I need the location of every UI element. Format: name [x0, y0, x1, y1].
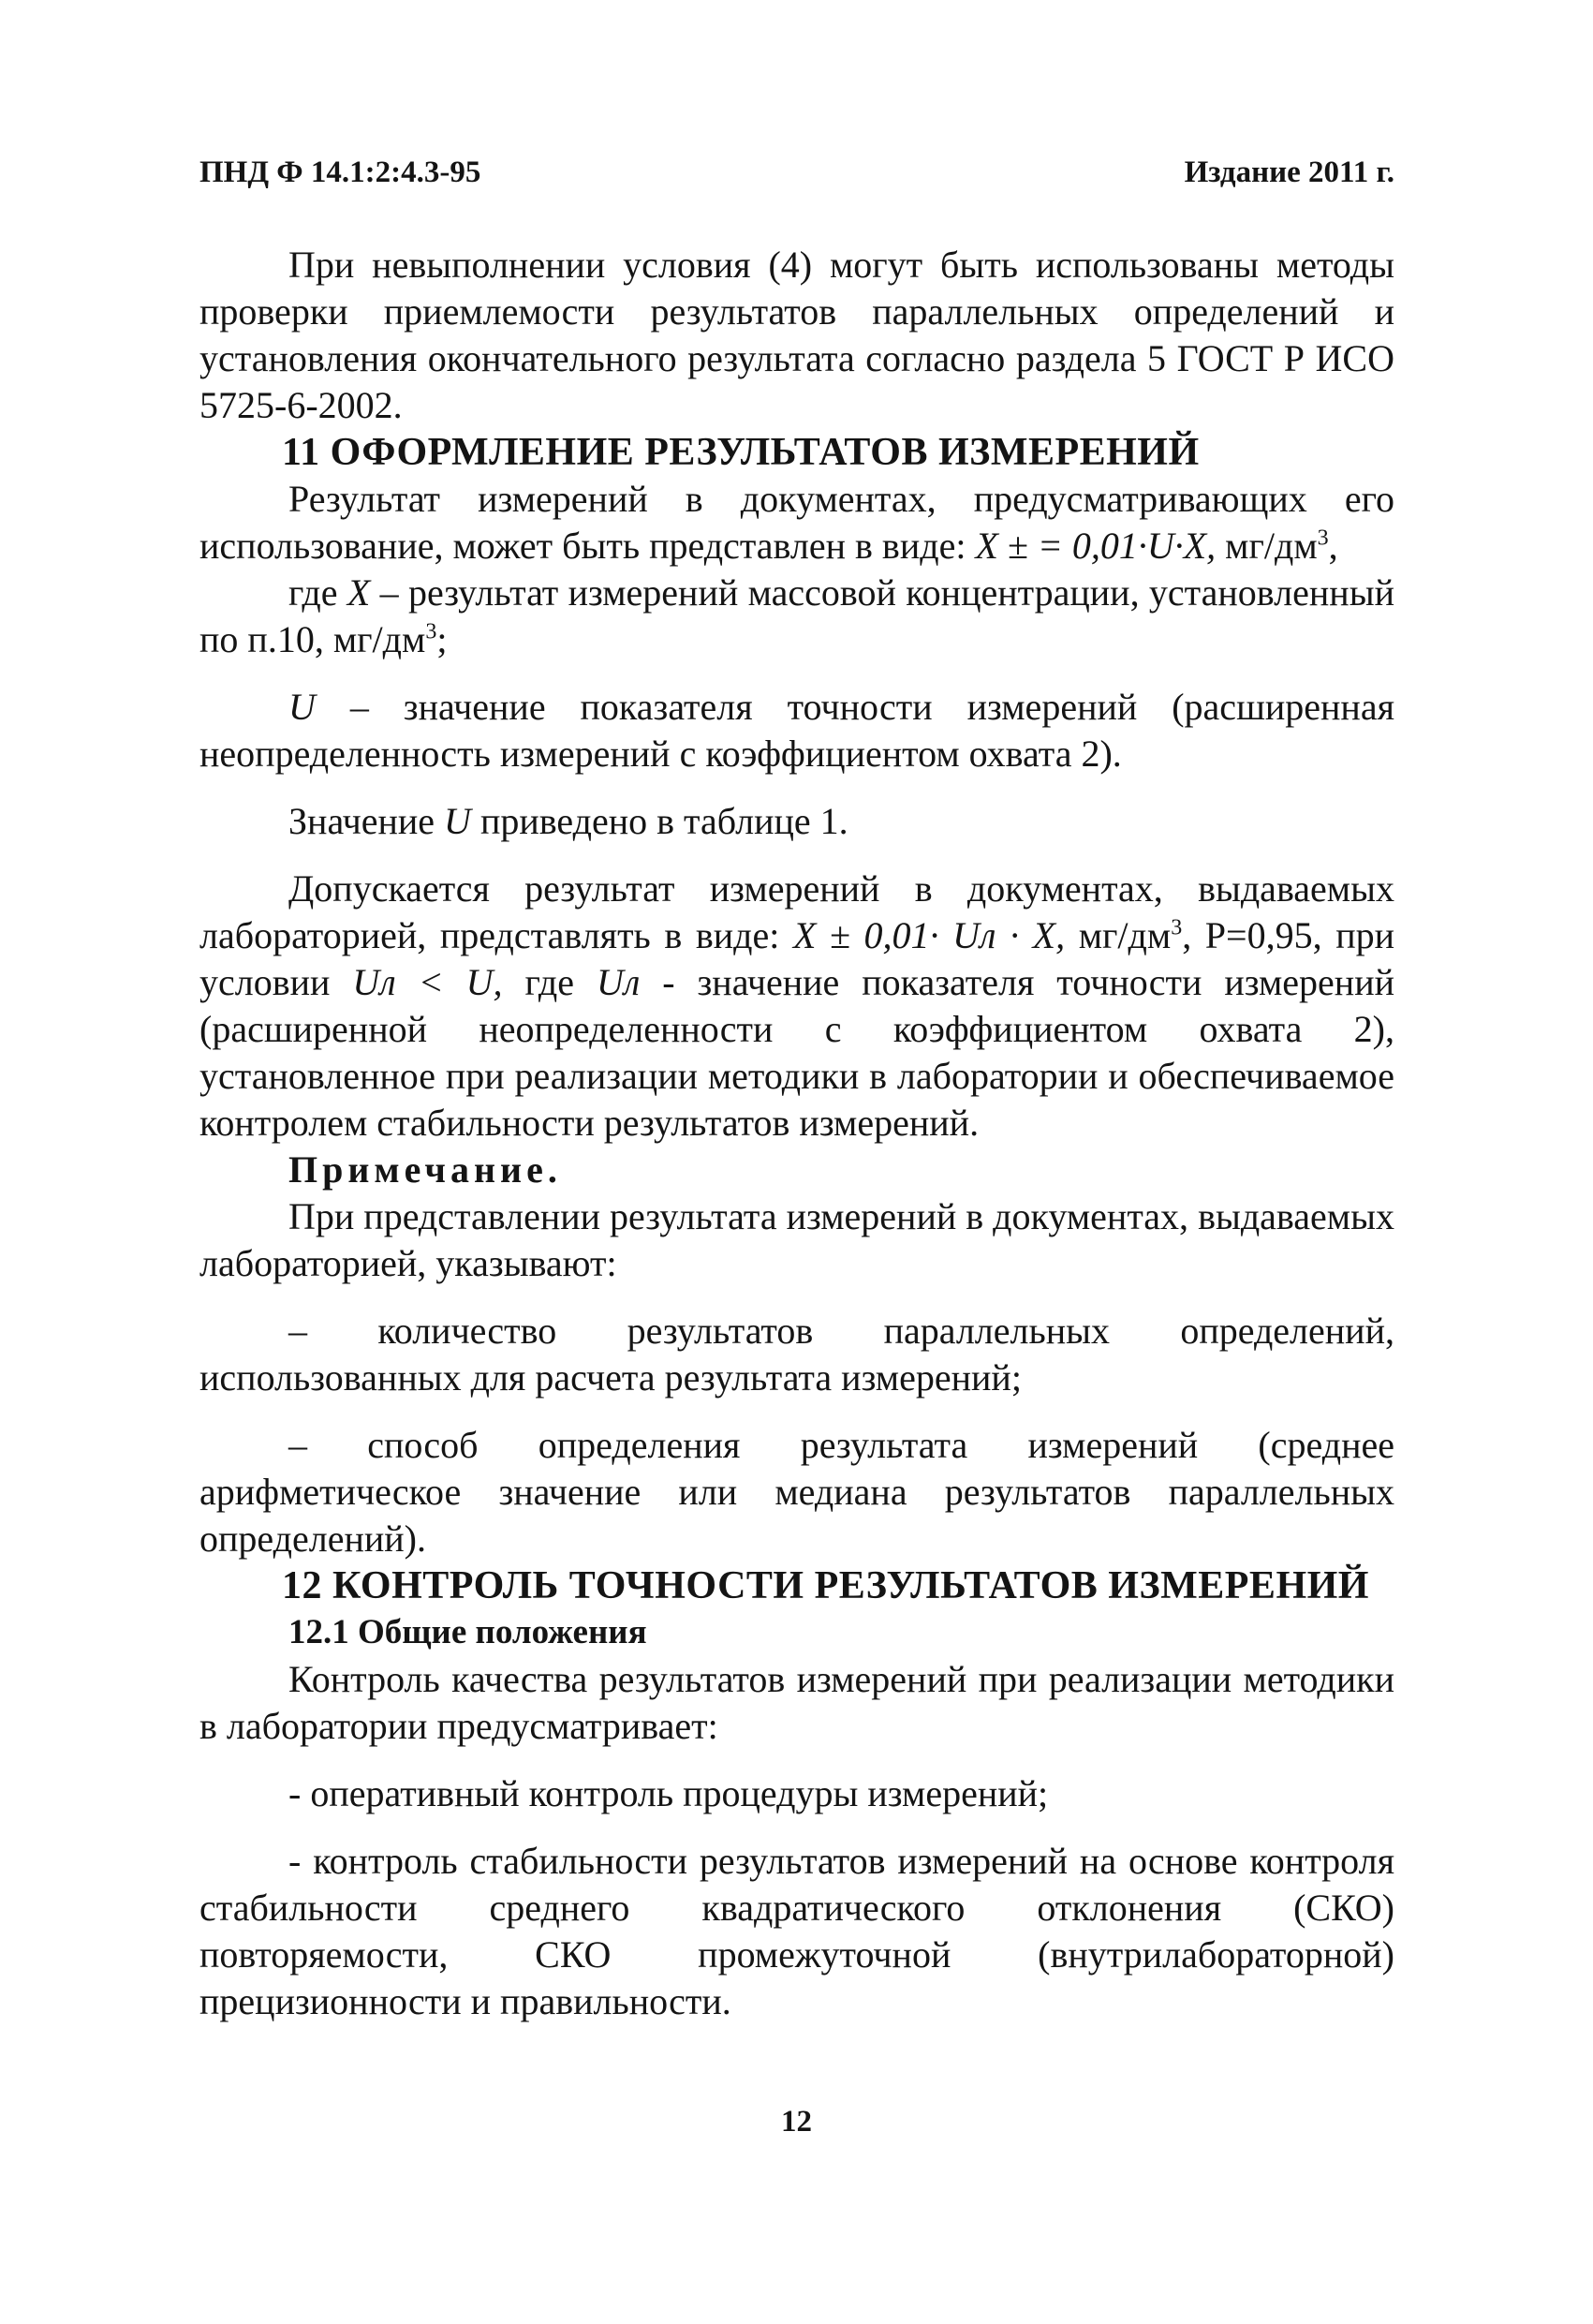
u-table-text: приведено в таблице 1.	[470, 800, 848, 842]
x-unit-exponent: 3	[425, 619, 437, 644]
u-table-lead: Значение	[288, 800, 445, 842]
note-title: Примечание.	[288, 1148, 562, 1191]
x-definition-text: – результат измерений массовой концентрации, установленный по п.10, мг/дм	[199, 571, 1394, 660]
x-variable: X	[347, 571, 371, 614]
u-variable: U	[288, 686, 316, 728]
lab-result-text-d: - значение показателя точности измерений (расширенной неопределенности с коэффициентом охвата 2), установленное при реализации методики в лаборатории и обеспечиваемое контролем стабильности результатов измерений.	[199, 961, 1395, 1144]
result-format-end: ,	[1328, 525, 1338, 567]
page-number: 12	[781, 2105, 812, 2139]
subsection-12-1-title: 12.1 Общие положения	[288, 1613, 647, 1651]
page-body	[199, 242, 1394, 2025]
u-table-variable: U	[444, 800, 471, 842]
intro-paragraph: При невыполнении условия (4) могут быть использованы методы проверки приемлемости результатов параллельных определений и установления окончательного результата согласно раздела 5 ГОСТ Р ИСО 5725-6-2002.	[199, 244, 1394, 426]
lab-result-paragraph	[199, 866, 1394, 1147]
section-11-title: 11 ОФОРМЛЕНИЕ РЕЗУЛЬТАТОВ ИЗМЕРЕНИЙ	[282, 431, 1200, 474]
result-format-paragraph	[199, 476, 1394, 570]
edition-label: Издание 2011 г.	[1184, 155, 1394, 189]
result-formula: X ± = 0,01·U·X,	[975, 525, 1217, 567]
u-definition-paragraph	[199, 684, 1394, 777]
lab-result-text-b: , Р=0,95, при условии	[199, 914, 1395, 1003]
result-unit-exponent: 3	[1317, 525, 1329, 551]
u-definition-text: – значение показателя точности измерений (расширенная неопределенность измерений с коэффициентом охвата 2).	[199, 686, 1394, 775]
lab-result-text-a: Допускается результат измерений в документах, выдаваемых лабораторией, представлять в виде:	[199, 867, 1394, 956]
control-item-operational: - оперативный контроль процедуры измерений;	[288, 1772, 1049, 1814]
note-item-count: – количество результатов параллельных определений, использованных для расчета результата измерений;	[199, 1310, 1394, 1399]
document-code: ПНД Ф 14.1:2:4.3-95	[199, 155, 481, 189]
u-table-reference-paragraph	[199, 798, 1394, 845]
lab-condition: Uл < U,	[352, 961, 503, 1003]
section-12-title: 12 КОНТРОЛЬ ТОЧНОСТИ РЕЗУЛЬТАТОВ ИЗМЕРЕНИЙ	[282, 1564, 1369, 1607]
x-definition-end: ;	[436, 618, 448, 660]
note-item-method: – способ определения результата измерений (среднее арифметическое значение или медиана результатов параллельных определений).	[199, 1424, 1394, 1560]
note-paragraph: При представлении результата измерений в документах, выдаваемых лабораторией, указывают:	[199, 1195, 1394, 1284]
x-definition-paragraph	[199, 570, 1394, 663]
lab-result-unit-exponent: 3	[1171, 915, 1183, 940]
lab-result-text-c: где	[502, 961, 597, 1003]
result-unit: мг/дм	[1216, 525, 1318, 567]
control-item-stability: - контроль стабильности результатов измерений на основе контроля стабильности среднего квадратического отклонения (СКО) повторяемости, СКО промежуточной (внутрилабораторной) прецизионности и правильности.	[199, 1840, 1394, 2022]
ul-variable: Uл	[596, 961, 641, 1003]
lab-result-formula: X ± 0,01· Uл · X,	[792, 914, 1066, 956]
x-definition-lead: где	[288, 571, 347, 614]
quality-control-paragraph: Контроль качества результатов измерений при реализации методики в лаборатории предусматривает:	[199, 1658, 1394, 1747]
lab-result-unit: мг/дм	[1065, 914, 1172, 956]
result-format-text: Результат измерений в документах, предусматривающих его использование, может быть представлен в виде:	[199, 478, 1394, 567]
